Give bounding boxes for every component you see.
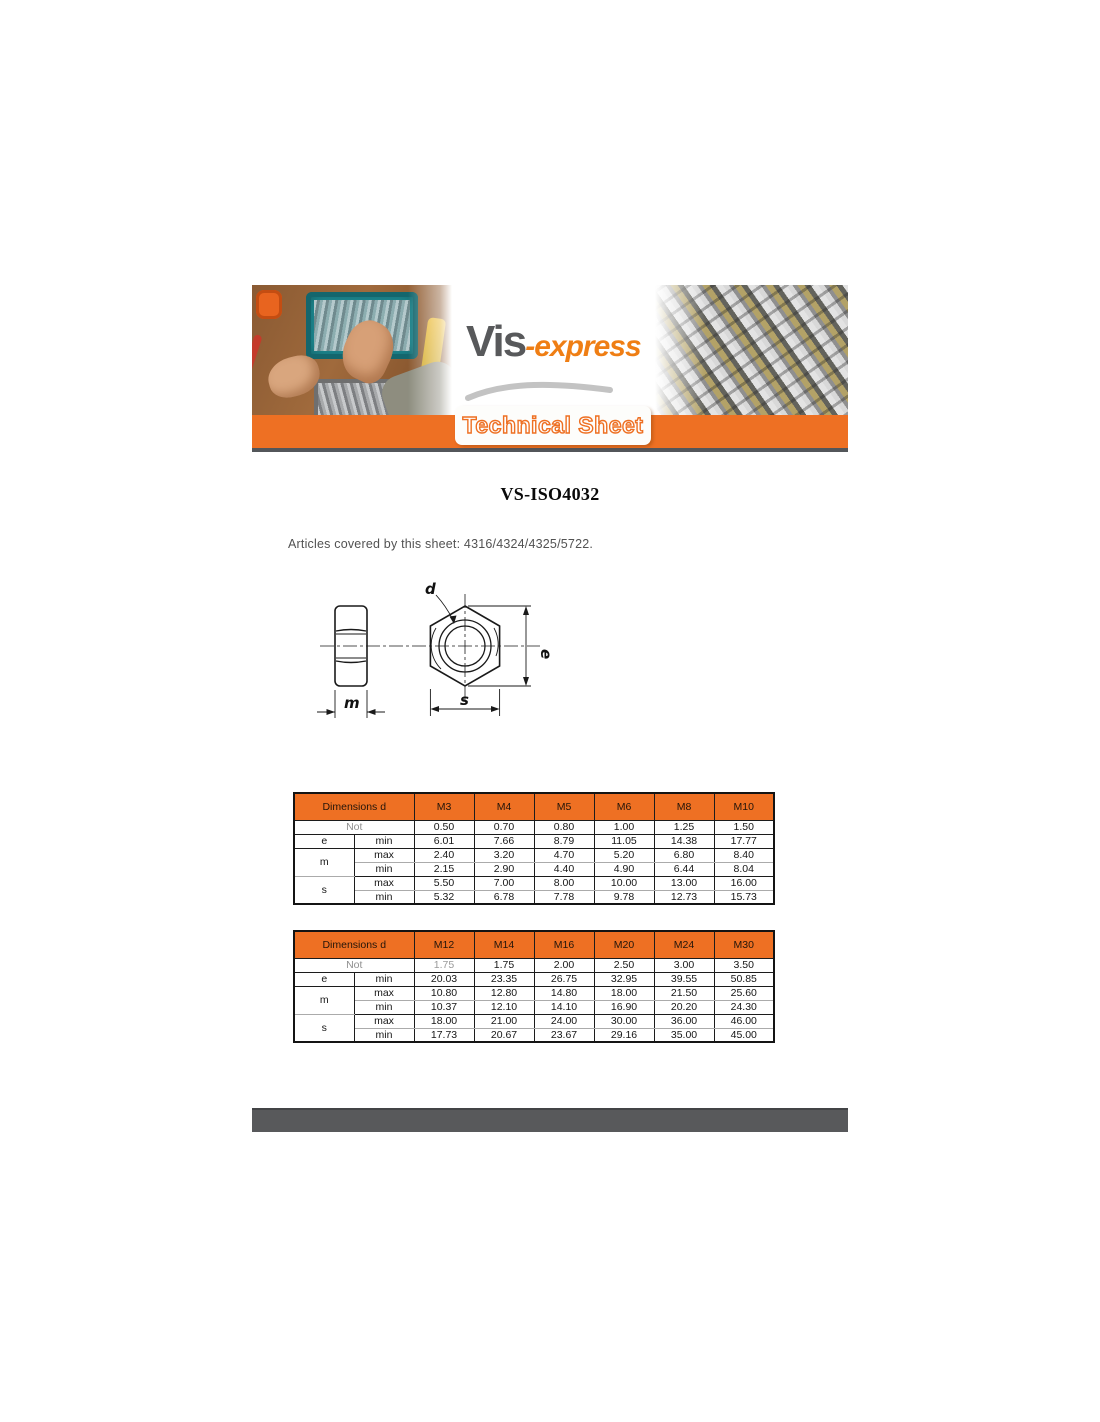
sub-label-cell: min (354, 834, 414, 848)
value-cell: 1.75 (474, 958, 534, 972)
footer-bar (252, 1108, 848, 1132)
value-cell: 4.70 (534, 848, 594, 862)
articles-note: Articles covered by this sheet: 4316/4324/4325/5722. (288, 537, 594, 551)
value-cell: 7.78 (534, 890, 594, 904)
sub-label-cell: max (354, 1014, 414, 1028)
dim-label-cell: m (294, 986, 354, 1014)
page-title: VS-ISO4032 (500, 484, 600, 504)
dimensions-table-m3-m10 (293, 792, 775, 905)
dim-d-leader (436, 595, 457, 624)
value-cell: 1.00 (594, 820, 654, 834)
value-cell: 1.25 (654, 820, 714, 834)
value-cell: 46.00 (714, 1014, 774, 1028)
value-cell: 12.73 (654, 890, 714, 904)
sub-label-cell: min (354, 862, 414, 876)
value-cell: 0.80 (534, 820, 594, 834)
face-arc-right (494, 628, 498, 656)
dimensions-table-m12-m30 (293, 930, 775, 1043)
value-cell: 30.00 (594, 1014, 654, 1028)
value-cell: 32.95 (594, 972, 654, 986)
value-cell: 10.00 (594, 876, 654, 890)
column-header-cell: M6 (594, 793, 654, 820)
column-header-cell: M24 (654, 931, 714, 958)
dim-label-cell: Not (294, 820, 414, 834)
column-header-cell: M4 (474, 793, 534, 820)
value-cell: 39.55 (654, 972, 714, 986)
logo-zone (452, 285, 655, 415)
sub-label-cell: min (354, 972, 414, 986)
value-cell: 14.80 (534, 986, 594, 1000)
value-cell: 9.78 (594, 890, 654, 904)
value-cell: 25.60 (714, 986, 774, 1000)
value-cell: 14.10 (534, 1000, 594, 1014)
value-cell: 50.85 (714, 972, 774, 986)
value-cell: 7.66 (474, 834, 534, 848)
column-header-cell: M12 (414, 931, 474, 958)
hex-nut-diagram (308, 568, 558, 730)
value-cell: 2.90 (474, 862, 534, 876)
value-cell: 8.40 (714, 848, 774, 862)
dimensions-table (293, 792, 775, 905)
value-cell: 16.90 (594, 1000, 654, 1014)
value-cell: 2.50 (594, 958, 654, 972)
value-cell: 1.50 (714, 820, 774, 834)
value-cell: 8.79 (534, 834, 594, 848)
dim-label-cell: s (294, 876, 354, 904)
value-cell: 23.35 (474, 972, 534, 986)
value-cell: 6.01 (414, 834, 474, 848)
column-header-cell: M10 (714, 793, 774, 820)
value-cell: 20.03 (414, 972, 474, 986)
value-cell: 18.00 (414, 1014, 474, 1028)
sub-label-cell: max (354, 876, 414, 890)
label-s: s (460, 691, 469, 709)
value-cell: 6.78 (474, 890, 534, 904)
value-cell: 16.00 (714, 876, 774, 890)
value-cell: 2.00 (534, 958, 594, 972)
header-photo-screws (655, 285, 848, 415)
header-photo-strip (252, 285, 848, 415)
value-cell: 20.20 (654, 1000, 714, 1014)
logo-suffix-text: -express (525, 330, 641, 363)
dimensions-table (293, 930, 775, 1043)
value-cell: 2.15 (414, 862, 474, 876)
column-header-cell: M8 (654, 793, 714, 820)
value-cell: 3.20 (474, 848, 534, 862)
value-cell: 35.00 (654, 1028, 714, 1042)
value-cell: 12.10 (474, 1000, 534, 1014)
column-header-cell: M14 (474, 931, 534, 958)
value-cell: 10.37 (414, 1000, 474, 1014)
value-cell: 0.50 (414, 820, 474, 834)
logo-brand-text: Vis (466, 317, 526, 366)
sub-label-cell: max (354, 986, 414, 1000)
value-cell: 29.16 (594, 1028, 654, 1042)
value-cell: 4.90 (594, 862, 654, 876)
value-cell: 11.05 (594, 834, 654, 848)
technical-sheet-label: Technical Sheet (462, 412, 644, 438)
value-cell: 3.50 (714, 958, 774, 972)
corner-header-cell: Dimensions d (294, 931, 414, 958)
label-e: e (537, 649, 555, 660)
sub-label-cell: min (354, 890, 414, 904)
technical-sheet-badge (455, 406, 651, 445)
dim-label-cell: m (294, 848, 354, 876)
value-cell: 20.67 (474, 1028, 534, 1042)
sub-label-cell: min (354, 1000, 414, 1014)
value-cell: 24.00 (534, 1014, 594, 1028)
column-header-cell: M30 (714, 931, 774, 958)
value-cell: 4.40 (534, 862, 594, 876)
column-header-cell: M3 (414, 793, 474, 820)
value-cell: 5.50 (414, 876, 474, 890)
value-cell: 17.73 (414, 1028, 474, 1042)
value-cell: 18.00 (594, 986, 654, 1000)
value-cell: 10.80 (414, 986, 474, 1000)
value-cell: 36.00 (654, 1014, 714, 1028)
photo-white-fade (252, 285, 452, 415)
sub-label-cell: min (354, 1028, 414, 1042)
logo-swoosh (462, 377, 622, 403)
column-header-cell: M5 (534, 793, 594, 820)
sub-label-cell: max (354, 848, 414, 862)
value-cell: 23.67 (534, 1028, 594, 1042)
value-cell: 21.00 (474, 1014, 534, 1028)
value-cell: 24.30 (714, 1000, 774, 1014)
corner-header-cell: Dimensions d (294, 793, 414, 820)
value-cell: 1.75 (414, 958, 474, 972)
dim-label-cell: e (294, 834, 354, 848)
value-cell: 8.04 (714, 862, 774, 876)
hex-nut-drawing-svg (308, 568, 558, 730)
vis-express-logo (466, 317, 641, 367)
dim-label-cell: e (294, 972, 354, 986)
value-cell: 2.40 (414, 848, 474, 862)
column-header-cell: M20 (594, 931, 654, 958)
value-cell: 3.00 (654, 958, 714, 972)
value-cell: 8.00 (534, 876, 594, 890)
dim-label-cell: s (294, 1014, 354, 1042)
value-cell: 6.80 (654, 848, 714, 862)
header-photo-tools (252, 285, 452, 415)
label-d: d (425, 580, 436, 598)
value-cell: 7.00 (474, 876, 534, 890)
value-cell: 5.32 (414, 890, 474, 904)
value-cell: 12.80 (474, 986, 534, 1000)
label-m: m (344, 694, 360, 712)
value-cell: 21.50 (654, 986, 714, 1000)
value-cell: 13.00 (654, 876, 714, 890)
header-banner (252, 285, 848, 452)
value-cell: 14.38 (654, 834, 714, 848)
value-cell: 26.75 (534, 972, 594, 986)
value-cell: 17.77 (714, 834, 774, 848)
banner-divider-line (252, 448, 848, 452)
value-cell: 6.44 (654, 862, 714, 876)
value-cell: 45.00 (714, 1028, 774, 1042)
value-cell: 0.70 (474, 820, 534, 834)
value-cell: 5.20 (594, 848, 654, 862)
value-cell: 15.73 (714, 890, 774, 904)
column-header-cell: M16 (534, 931, 594, 958)
dim-label-cell: Not (294, 958, 414, 972)
photo-white-fade-left (655, 285, 848, 415)
